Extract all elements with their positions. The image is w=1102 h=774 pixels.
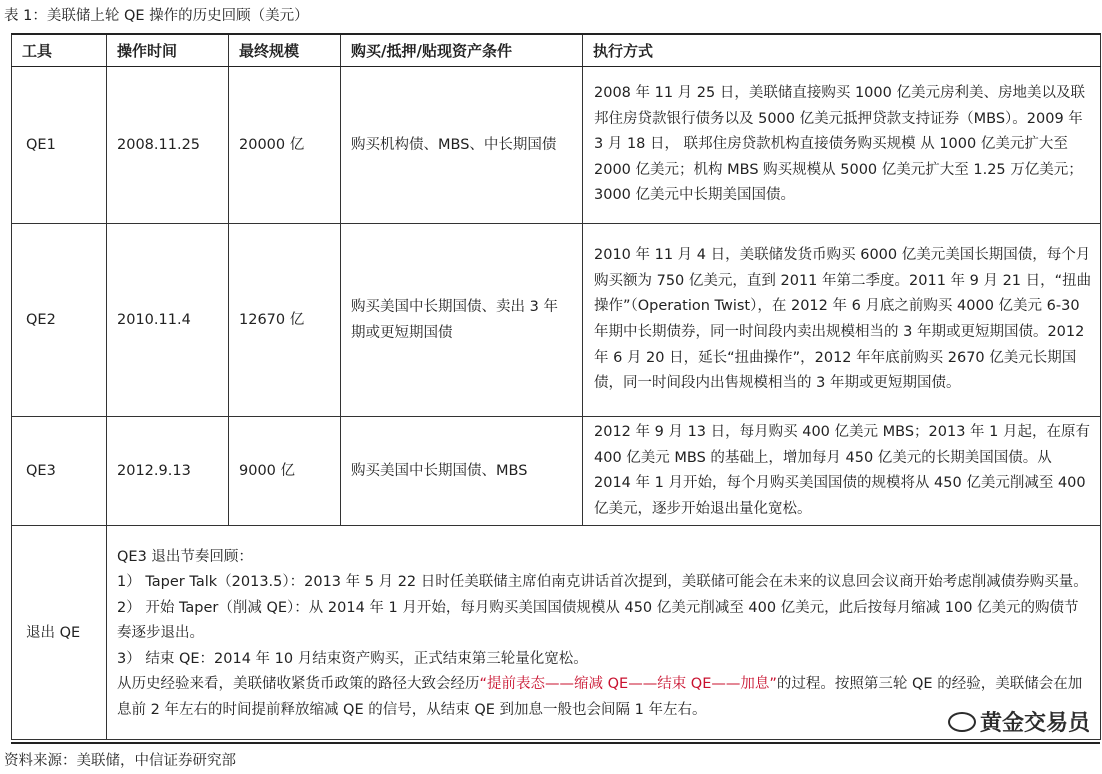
row-time: 2012.9.13 [107, 417, 229, 526]
exit-summary [117, 672, 1090, 723]
row-condition: 购买机构债、MBS、中长期国债 [341, 67, 583, 224]
exit-title: QE3 退出节奏回顾： [117, 548, 253, 565]
row-scale: 9000 亿 [229, 417, 341, 526]
row-exec: 2012 年 9 月 13 日，每月购买 400 亿美元 MBS；2013 年 1 月起，在原有 400 亿美元 MBS 的基础上，增加每月 450 亿美元的长期美国国债。从 2014 年 1 月开始，每个月购买美国国债的规模将从 450 亿美元削减至 400 亿美元，逐步开始退出量化宽松。 [583, 417, 1101, 526]
row-time: 2008.11.25 [107, 67, 229, 224]
header-scale: 最终规模 [229, 34, 341, 67]
row-time: 2010.11.4 [107, 224, 229, 417]
wechat-icon [948, 712, 976, 732]
summary-post: 的过程。按照第三轮 QE 的经验，美联储会在加息前 2 年左右的时间提前释放缩减 QE 的信号，从结束 QE 到加息一般也会间隔 1 年左右。 [117, 676, 1083, 718]
header-time: 操作时间 [107, 34, 229, 67]
header-condition: 购买/抵押/贴现资产条件 [341, 34, 583, 67]
exit-item-3: 3） 结束 QE：2014 年 10 月结束资产购买，正式结束第三轮量化宽松。 [117, 650, 588, 667]
header-tool: 工具 [12, 34, 107, 67]
table-bottom-rule [11, 742, 1100, 744]
exit-tool: 退出 QE [12, 526, 107, 740]
row-tool: QE3 [12, 417, 107, 526]
summary-pre: 从历史经验来看，美联储收紧货币政策的路径大致会经历 [117, 676, 480, 693]
row-condition: 购买美国中长期国债、卖出 3 年期或更短期国债 [341, 224, 583, 417]
qe-history-table [11, 33, 1101, 740]
summary-highlight: “提前表态——缩减 QE——结束 QE——加息” [479, 676, 777, 693]
exit-item-2: 2） 开始 Taper（削减 QE）：从 2014 年 1 月开始，每月购买美国国债规模从 450 亿美元削减至 400 亿美元，此后按每月缩减 100 亿美元的购债节奏逐步退出。 [117, 599, 1079, 642]
table-row [12, 67, 1101, 224]
table-caption: 表 1：美联储上轮 QE 操作的历史回顾（美元） [4, 8, 309, 24]
row-tool: QE2 [12, 224, 107, 417]
source-note: 资料来源：美联储，中信证券研究部 [4, 753, 236, 769]
table-row-exit [12, 526, 1101, 740]
exit-item-1: 1） Taper Talk（2013.5）：2013 年 5 月 22 日时任美联储主席伯南克讲话首次提到，美联储可能会在未来的议息回会议商开始考虑削减债券购买量。 [117, 574, 1088, 591]
row-exec: 2008 年 11 月 25 日，美联储直接购买 1000 亿美元房利美、房地美以及联邦住房贷款银行债务以及 5000 亿美元抵押贷款支持证券（MBS）。2009 年 3 月 18 日， 联邦住房贷款机构直接债务购买规模 从 1000 亿美元扩大至 2000 亿美元；机构 MBS 购买规模从 5000 亿美元扩大至 1.25 万亿美元；3000 亿美元中长期美国国债。 [583, 67, 1101, 224]
row-exec: 2010 年 11 月 4 日，美联储发货币购买 6000 亿美元美国长期国债，每个月购买额为 750 亿美元，直到 2011 年第二季度。2011 年 9 月 21 日，“扭曲操作”（Operation Twist），在 2012 年 6 月底之前购买 4000 亿美元 6-30 年期中长期债券，同一时间段内卖出规模相当的 3 年期或更短期国债。2012 年 6 月 20 日，延长“扭曲操作”，2012 年年底前购买 2670 亿美元长期国债，同一时间段内出售规模相当的 3 年期或更短期国债。 [583, 224, 1101, 417]
watermark-text: 黄金交易员 [979, 711, 1090, 736]
row-tool: QE1 [12, 67, 107, 224]
row-scale: 12670 亿 [229, 224, 341, 417]
watermark [948, 706, 1090, 737]
row-scale: 20000 亿 [229, 67, 341, 224]
row-condition: 购买美国中长期国债、MBS [341, 417, 583, 526]
table-row [12, 224, 1101, 417]
table-row [12, 417, 1101, 526]
table-header-row [12, 34, 1101, 67]
header-exec: 执行方式 [583, 34, 1101, 67]
